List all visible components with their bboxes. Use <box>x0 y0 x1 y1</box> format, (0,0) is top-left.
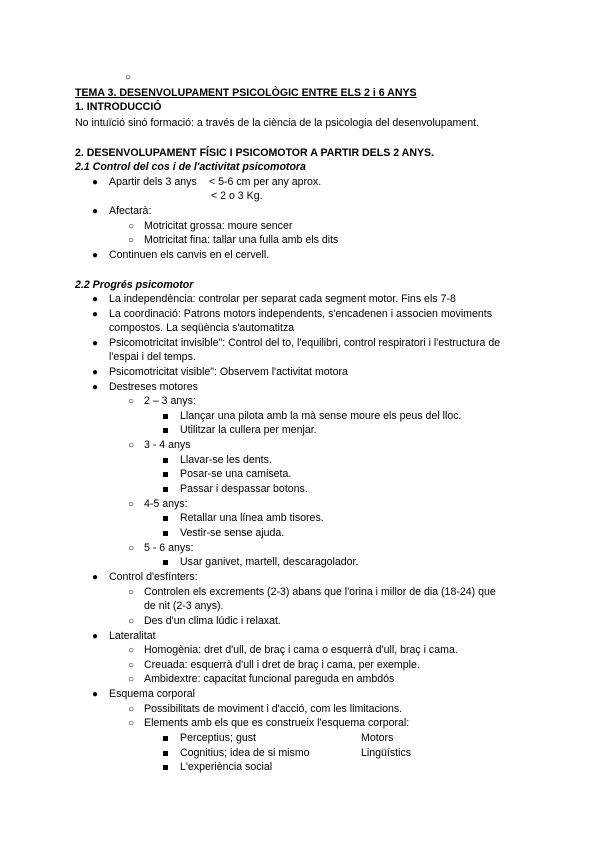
list-item: de nit (2-3 anys). <box>144 600 224 612</box>
list-item: < 5-6 cm per any aprox. <box>209 176 322 188</box>
list-item: Homogènia: dret d'ull, de braç i cama o esquerrà d'ull, braç i cama. <box>144 644 458 656</box>
bullet-icon: ● <box>92 309 99 320</box>
bullet-icon: ● <box>92 689 99 700</box>
list-item: Utilitzar la cullera per menjar. <box>180 424 317 436</box>
circle-bullet-icon: ○ <box>128 660 135 671</box>
list-item: 4-5 anys: <box>144 498 188 510</box>
bullet-icon: ● <box>92 338 99 349</box>
circle-bullet-icon: ○ <box>128 587 135 598</box>
list-item: l'espai i del temps. <box>109 351 196 363</box>
bullet-icon: ● <box>92 572 99 583</box>
square-bullet-icon <box>163 736 168 741</box>
list-item: Esquema corporal <box>109 688 195 700</box>
list-item: Creuada: esquerrà d'ull i dret de braç i cama, per exemple. <box>144 659 420 671</box>
list-item: Psicomotricitat visible": Observem l'activitat motora <box>109 366 348 378</box>
list-item: Destreses motores <box>109 381 198 393</box>
list-item: Psicomotricitat invisible": Control del to, l'equilibri, control respiratori i l'estructura de <box>109 337 501 349</box>
list-item: Continuen els canvis en el cervell. <box>109 249 270 261</box>
bullet-icon: ● <box>92 631 99 642</box>
list-item: Retallar una línea amb tisores. <box>180 512 324 524</box>
section-1-text: No intuïció sinó formació: a través de la ciència de la psicologia del desenvolupament. <box>75 117 479 129</box>
circle-bullet-icon: ○ <box>128 704 135 715</box>
square-bullet-icon <box>163 458 168 463</box>
list-item: Motors <box>361 732 394 744</box>
list-item: Elements amb els que es construeix l'esquema corporal: <box>144 717 410 729</box>
list-item: compostos. La seqüència s'automatitza <box>109 322 295 334</box>
bullet-icon: ● <box>92 250 99 261</box>
list-item: Des d'un clima lúdic i relaxat. <box>144 615 281 627</box>
list-item: Llavar-se les dents. <box>180 454 272 466</box>
list-item: < 2 o 3 Kg. <box>211 190 263 202</box>
circle-bullet-icon: ○ <box>128 499 135 510</box>
section-2-heading: 2. DESENVOLUPAMENT FÍSIC I PSICOMOTOR A PARTIR DELS 2 ANYS. <box>75 147 435 159</box>
list-item: 5 - 6 anys: <box>144 542 194 554</box>
list-item: Perceptius; gust <box>180 732 256 744</box>
circle-bullet-icon: ○ <box>128 396 135 407</box>
circle-bullet-icon: ○ <box>128 221 135 232</box>
list-item: Usar ganivet, martell, descaragolador. <box>180 556 359 568</box>
list-item: Vestir-se sense ajuda. <box>180 527 285 539</box>
list-item: Lingüístics <box>361 747 412 759</box>
list-item: La coordinació: Patrons motors independents, s'encadenen i associen moviments <box>109 308 493 320</box>
square-bullet-icon <box>163 765 168 770</box>
list-item: Cognitius; idea de si mismo <box>180 747 310 759</box>
bullet-icon: ● <box>92 382 99 393</box>
list-item: La independència: controlar per separat cada segment motor. Fins els 7-8 <box>109 293 456 305</box>
bullet-icon: ● <box>92 177 99 188</box>
list-item: Motricitat fina: tallar una fulla amb els dits <box>144 234 339 246</box>
list-item: Possibilitats de moviment i d'acció, com les limitacions. <box>144 703 403 715</box>
square-bullet-icon <box>163 516 168 521</box>
list-item: Passar i despassar botons. <box>180 483 308 495</box>
circle-bullet-icon: ○ <box>128 235 135 246</box>
list-item: Apartir dels 3 anys <box>109 176 197 188</box>
square-bullet-icon <box>163 414 168 419</box>
square-bullet-icon <box>163 560 168 565</box>
bullet-icon: ● <box>92 206 99 217</box>
subsection-2-1-heading: 2.1 Control del cos i de l'activitat psicomotora <box>75 161 306 173</box>
list-item: Ambidextre: capacitat funcional pareguda en ambdós <box>144 673 395 685</box>
list-item: Posar-se una camiseta. <box>180 468 292 480</box>
square-bullet-icon <box>163 487 168 492</box>
square-bullet-icon <box>163 751 168 756</box>
document-title: TEMA 3. DESENVOLUPAMENT PSICOLÒGIC ENTRE ELS 2 i 6 ANYS <box>75 87 417 99</box>
subsection-2-2-heading: 2.2 Progrés psicomotor <box>75 279 194 291</box>
circle-bullet-icon: ○ <box>128 674 135 685</box>
list-item: Lateralitat <box>109 630 156 642</box>
square-bullet-icon <box>163 428 168 433</box>
list-item: Control d'esfínters: <box>109 571 198 583</box>
bullet-icon: ● <box>92 367 99 378</box>
list-item: L'experiència social <box>180 761 273 773</box>
circle-bullet-icon: ○ <box>128 543 135 554</box>
list-item: 3 - 4 anys <box>144 439 191 451</box>
square-bullet-icon <box>163 531 168 536</box>
list-item: 2 – 3 anys: <box>144 395 196 407</box>
circle-bullet-icon: ○ <box>128 645 135 656</box>
circle-bullet-icon: ○ <box>125 72 132 83</box>
list-item: Controlen els excrements (2-3) abans que l'orina i millor de dia (18-24) que <box>144 586 496 598</box>
list-item: Afectarà: <box>109 205 152 217</box>
section-1-heading: 1. INTRODUCCIÓ <box>75 101 162 113</box>
circle-bullet-icon: ○ <box>128 616 135 627</box>
circle-bullet-icon: ○ <box>128 718 135 729</box>
list-item: Llançar una pilota amb la mà sense moure els peus del lloc. <box>180 410 462 422</box>
circle-bullet-icon: ○ <box>128 440 135 451</box>
square-bullet-icon <box>163 472 168 477</box>
bullet-icon: ● <box>92 294 99 305</box>
list-item: Motricitat grossa: moure sencer <box>144 220 293 232</box>
